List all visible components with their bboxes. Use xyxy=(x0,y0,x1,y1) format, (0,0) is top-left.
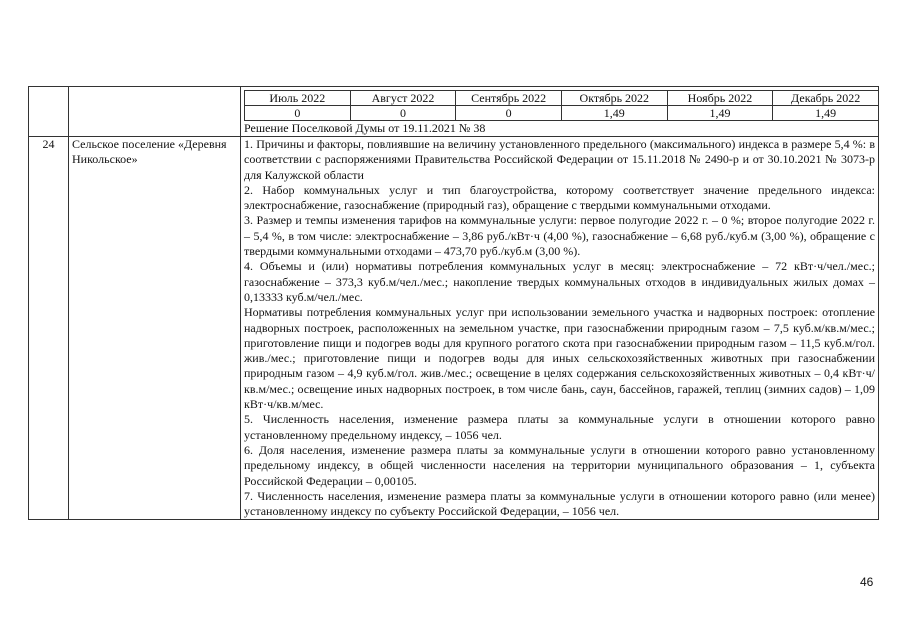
paragraph: 1. Причины и факторы, повлиявшие на величину установленного предельного (максимального) индекса в размере 5,4 %: в соответствии с распоряжениями Правительства Российской Федерации от 15.11.2018 № 2490-р и от 30.10.2021 № 3073-р для Калужской области xyxy=(244,137,875,182)
previous-row-number-cell xyxy=(29,87,69,137)
month-header: Декабрь 2022 xyxy=(773,91,879,106)
paragraph: Нормативы потребления коммунальных услуг при использовании земельного участка и надворных построек: отопление надворных построек, расположенных на земельном участке, при газоснабжении природным газом – 7,5 куб.м/кв.м/мес.; приготовление пищи и подогрев воды для крупного рогатого скота при газоснабжении природным газом – 11,5 куб.м/гол. жив./мес.; приготовление пищи и подогрев воды для иных сельскохозяйственных животных при газоснабжении природным газом – 4,9 куб.м/гол. жив./мес.; освещение в целях содержания сельскохозяйственных животных – 0,4 кВт·ч/кв.м/мес.; освещение иных надворных построек, в том числе бань, саун, бассейнов, гаражей, теплиц (зимних садов) – 1,09 кВт·ч/кв.м/мес. xyxy=(244,305,875,412)
months-header-row xyxy=(245,91,879,106)
paragraph: 3. Размер и темпы изменения тарифов на коммунальные услуги: первое полугодие 2022 г. – 0 %; второе полугодие 2022 г. – 5,4 %, в том числе: электроснабжение – 3,86 руб./кВт·ч (4,00 %), газоснабжение – 6,68 руб./куб.м (3,00 %), обращение с твердыми коммунальными отходами – 473,70 руб./куб.м (3,00 %). xyxy=(244,213,875,259)
month-header: Август 2022 xyxy=(350,91,456,106)
month-header: Июль 2022 xyxy=(245,91,351,106)
month-value: 1,49 xyxy=(773,106,879,121)
month-header: Сентябрь 2022 xyxy=(456,91,562,106)
row-content xyxy=(241,137,879,520)
paragraph: 6. Доля населения, изменение размера платы за коммунальные услуги в отношении которого равно установленному предельному индексу, в общей численности населения на территории муниципального образования – 1, субъекта Российской Федерации – 0,00105. xyxy=(244,442,875,488)
paragraph: 7. Численность населения, изменение размера платы за коммунальные услуги в отношении которого равно (или менее) установленному индексу по субъекту Российской Федерации, – 1056 чел. xyxy=(244,488,875,519)
paragraph: 5. Численность населения, изменение размера платы за коммунальные услуги в отношении которого равно установленному предельному индексу, – 1056 чел. xyxy=(244,412,875,442)
monthly-index-table xyxy=(244,90,879,121)
row-number: 24 xyxy=(29,137,69,520)
municipality-name: Сельское поселение «Деревня Никольское» xyxy=(69,137,241,520)
month-value: 1,49 xyxy=(667,106,773,121)
month-value: 1,49 xyxy=(561,106,667,121)
month-value: 0 xyxy=(350,106,456,121)
paragraph: 2. Набор коммунальных услуг и тип благоустройства, которому соответствует значение предельного индекса: электроснабжение, газоснабжение (природный газ), обращение с твердыми коммунальными отходами. xyxy=(244,182,875,213)
table-row xyxy=(29,137,879,520)
month-header: Ноябрь 2022 xyxy=(667,91,773,106)
page-number: 46 xyxy=(860,575,874,589)
document-table xyxy=(28,86,879,520)
months-values-row xyxy=(245,106,879,121)
previous-row-content-cell xyxy=(241,87,879,137)
previous-row-continuation xyxy=(29,87,879,137)
decision-text: Решение Поселковой Думы от 19.11.2021 № 38 xyxy=(244,121,486,135)
month-header: Октябрь 2022 xyxy=(561,91,667,106)
month-value: 0 xyxy=(245,106,351,121)
paragraph: 4. Объемы и (или) нормативы потребления коммунальных услуг в месяц: электроснабжение – 72 кВт·ч/чел./мес.; газоснабжение – 373,3 куб.м/чел./мес.; накопление твердых коммунальных отходов в индивидуальных жилых домах – 0,13333 куб.м/чел./мес. xyxy=(244,259,875,304)
previous-row-municipality-cell xyxy=(69,87,241,137)
month-value: 0 xyxy=(456,106,562,121)
